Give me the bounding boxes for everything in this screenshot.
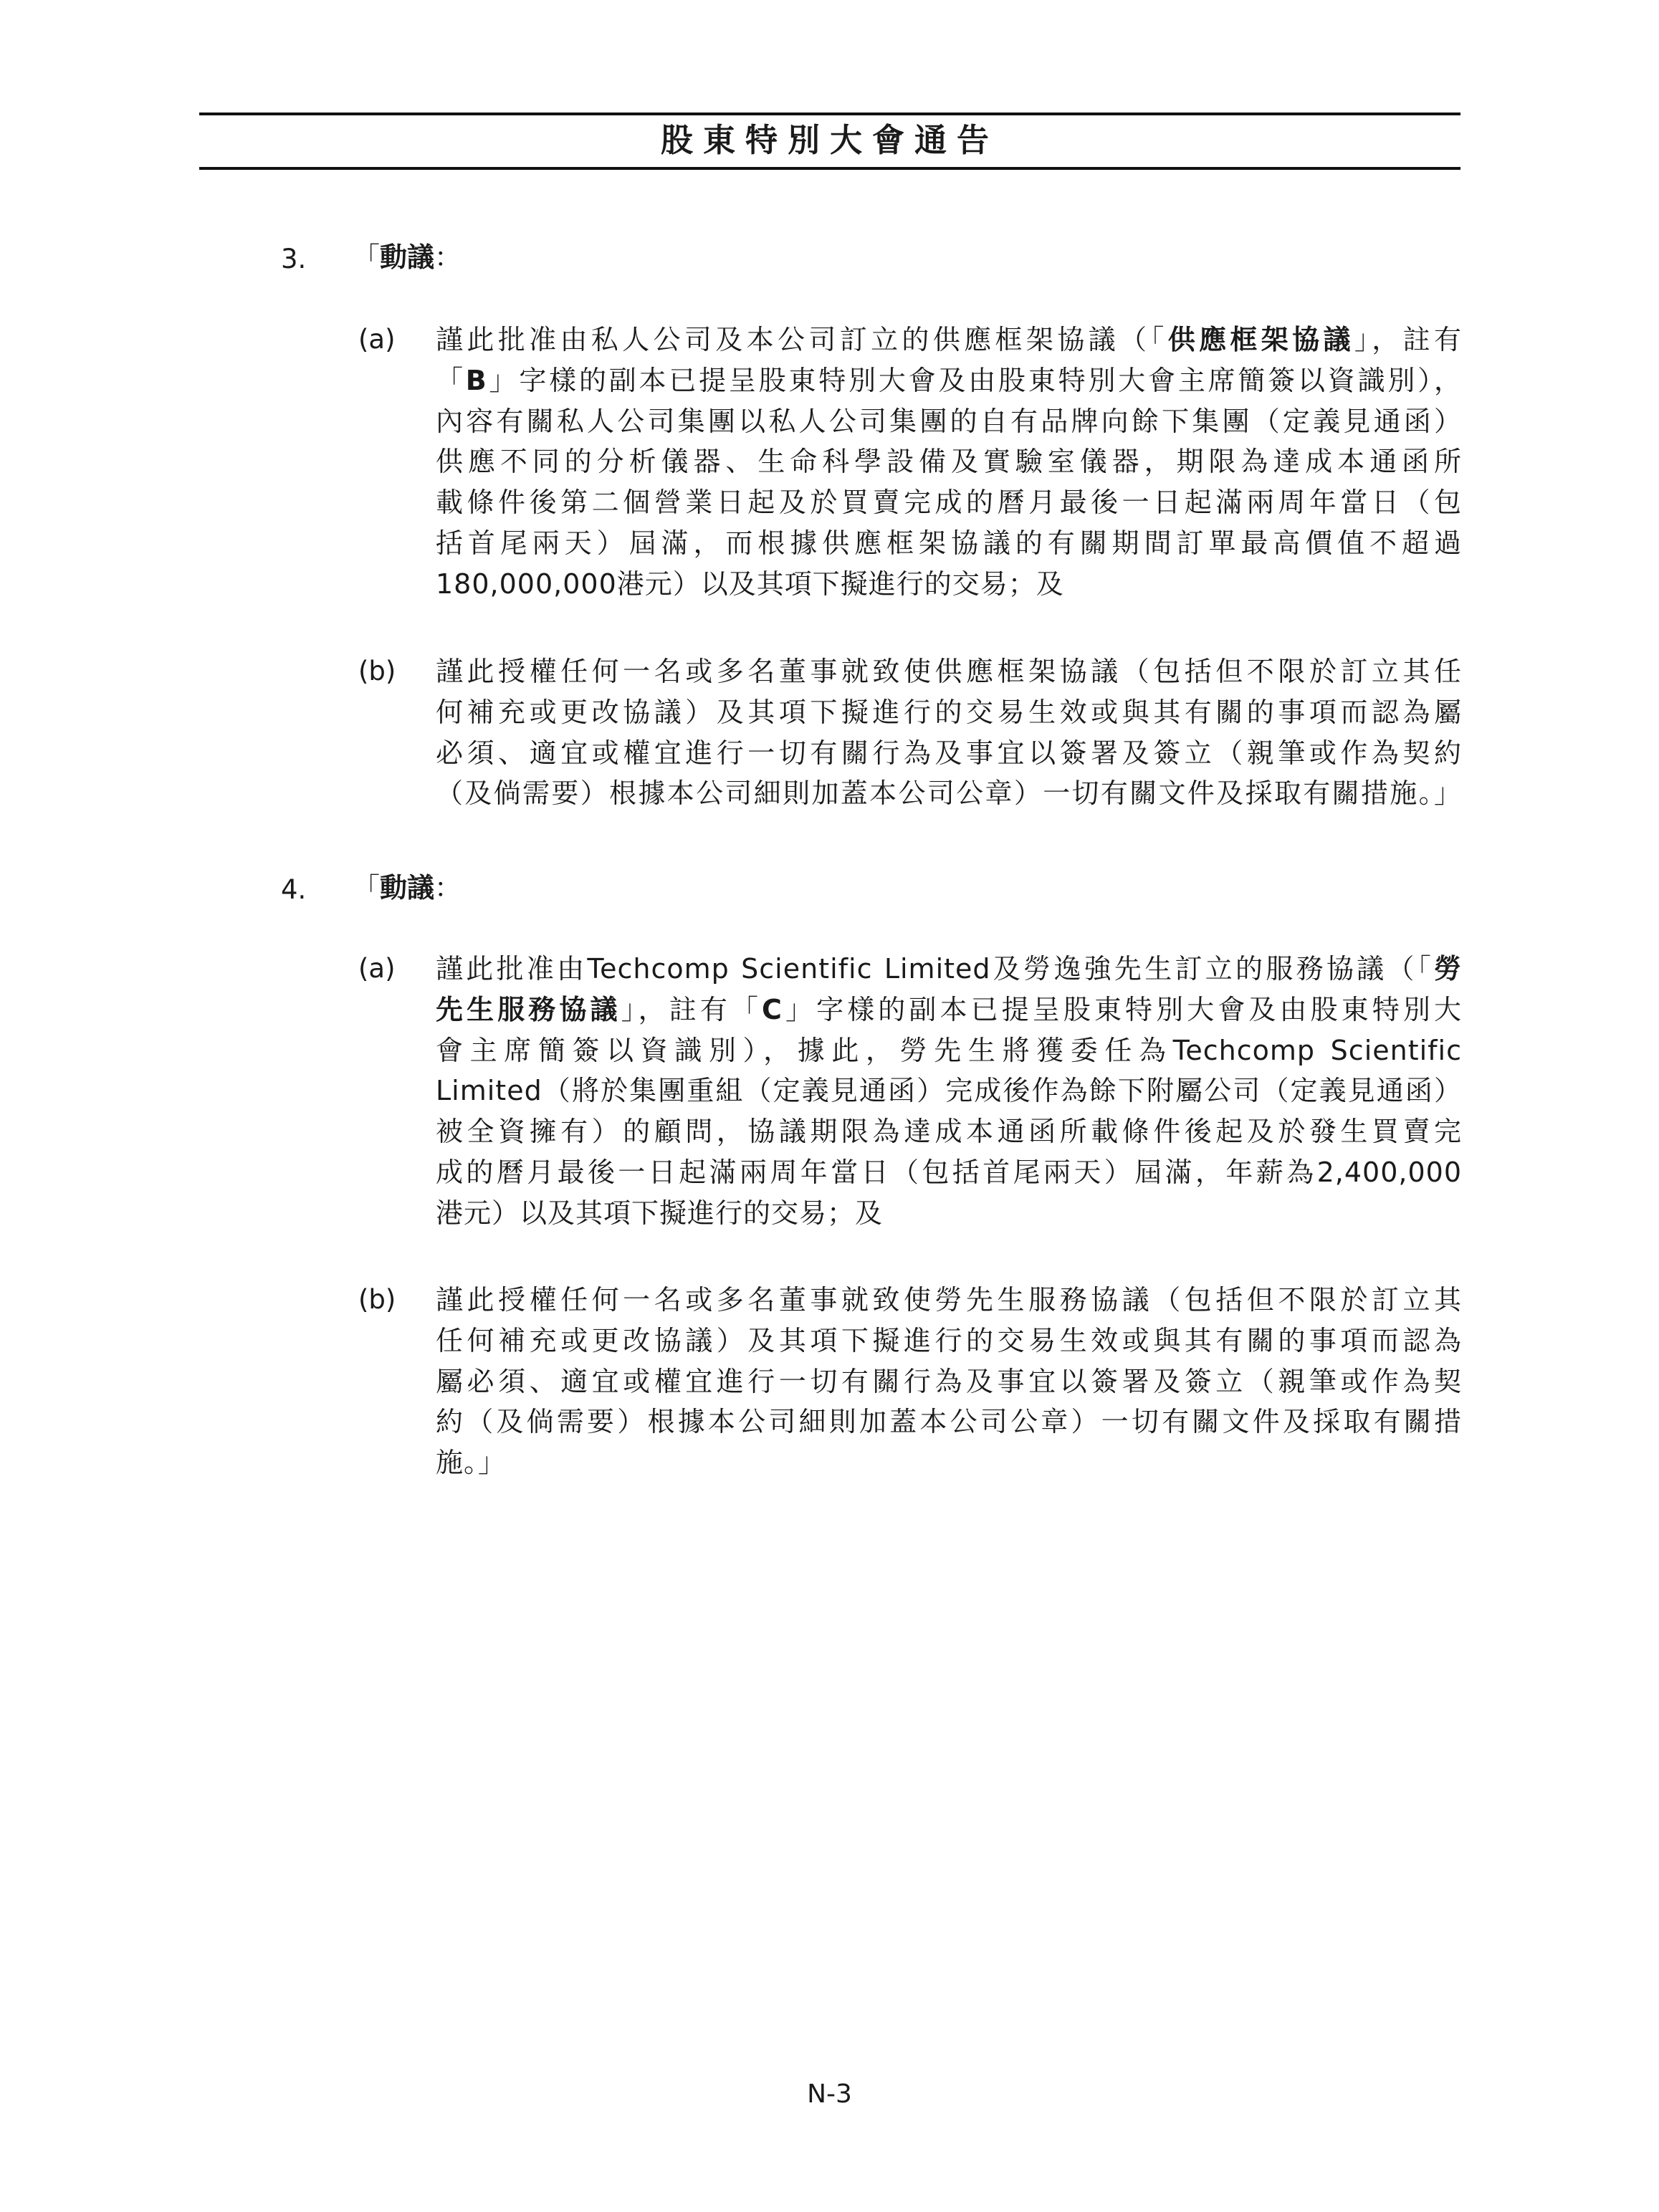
text-line: Limited（將於集團重組（定義見通函）完成後作為餘下附屬公司（定義見通函） (436, 1075, 1462, 1107)
text-line: 內容有關私人公司集團以私人公司集團的自有品牌向餘下集團（定義見通函） (436, 405, 1462, 437)
resolution-3a-text (436, 320, 1462, 605)
text-line: 約（及倘需要）根據本公司細則加蓋本公司公章）一切有關文件及採取有關措 (436, 1406, 1462, 1438)
text-line: 括首尾兩天）屆滿，而根據供應框架協議的有關期間訂單最高價值不超過 (436, 527, 1462, 559)
text-line: 施。」 (436, 1447, 507, 1479)
resolution-3-number: 3. (281, 244, 307, 274)
text-line: 港元）以及其項下擬進行的交易；及 (436, 1197, 884, 1229)
text-line: 被全資擁有）的顧問，協議期限為達成本通函所載條件後起及於發生買賣完 (436, 1116, 1462, 1148)
text-line: 180,000,000港元）以及其項下擬進行的交易；及 (436, 568, 1064, 600)
text-line: 何補充或更改協議）及其項下擬進行的交易生效或與其有關的事項而認為屬 (436, 696, 1462, 728)
text-line: 屬必須、適宜或權宜進行一切有關行為及事宜以簽署及簽立（親筆或作為契 (436, 1365, 1462, 1397)
text-line: 謹此批准由私人公司及本公司訂立的供應框架協議（「供應框架協議」，註有 (436, 324, 1462, 355)
text-line: 供應不同的分析儀器、生命科學設備及實驗室儀器，期限為達成本通函所 (436, 446, 1462, 478)
resolution-3a-label: (a) (358, 324, 396, 355)
text-line: 謹此批准由Techcomp Scientific Limited及勞逸強先生訂立的服務協議（「勞 (436, 953, 1462, 985)
text-line: 載條件後第二個營業日起及於買賣完成的曆月最後一日起滿兩周年當日（包 (436, 487, 1462, 519)
text-line: 任何補充或更改協議）及其項下擬進行的交易生效或與其有關的事項而認為 (436, 1324, 1462, 1356)
text-line: 「B」字樣的副本已提呈股東特別大會及由股東特別大會主席簡簽以資識別）， (436, 364, 1462, 396)
resolution-4-number: 4. (281, 874, 307, 905)
resolution-4a-text (436, 949, 1462, 1234)
resolution-3b-label: (b) (358, 656, 396, 686)
page-number: N-3 (807, 2079, 852, 2109)
page-title: 股東特別大會通告 (660, 121, 999, 159)
text-line: （及倘需要）根據本公司細則加蓋本公司公章）一切有關文件及採取有關措施。」 (436, 777, 1462, 810)
resolution-4b-label: (b) (358, 1284, 396, 1315)
resolution-4-heading: 「動議： (353, 872, 462, 904)
header-bottom-rule (199, 167, 1460, 170)
header-top-rule (199, 112, 1460, 115)
text-line: 必須、適宜或權宜進行一切有關行為及事宜以簽署及簽立（親筆或作為契約 (436, 737, 1462, 769)
resolution-4a-label: (a) (358, 953, 396, 984)
resolution-3b-text (436, 651, 1462, 814)
text-line: 謹此授權任何一名或多名董事就致使供應框架協議（包括但不限於訂立其任 (436, 656, 1462, 687)
text-line: 謹此授權任何一名或多名董事就致使勞先生服務協議（包括但不限於訂立其 (436, 1284, 1462, 1316)
text-line: 會主席簡簽以資識別），據此，勞先生將獲委任為Techcomp Scientific (436, 1034, 1462, 1066)
resolution-4b-text (436, 1280, 1462, 1483)
text-line: 先生服務協議」，註有「C」字樣的副本已提呈股東特別大會及由股東特別大 (436, 993, 1462, 1025)
text-line: 成的曆月最後一日起滿兩周年當日（包括首尾兩天）屆滿，年薪為2,400,000 (436, 1156, 1462, 1188)
resolution-3-heading: 「動議： (353, 241, 462, 273)
